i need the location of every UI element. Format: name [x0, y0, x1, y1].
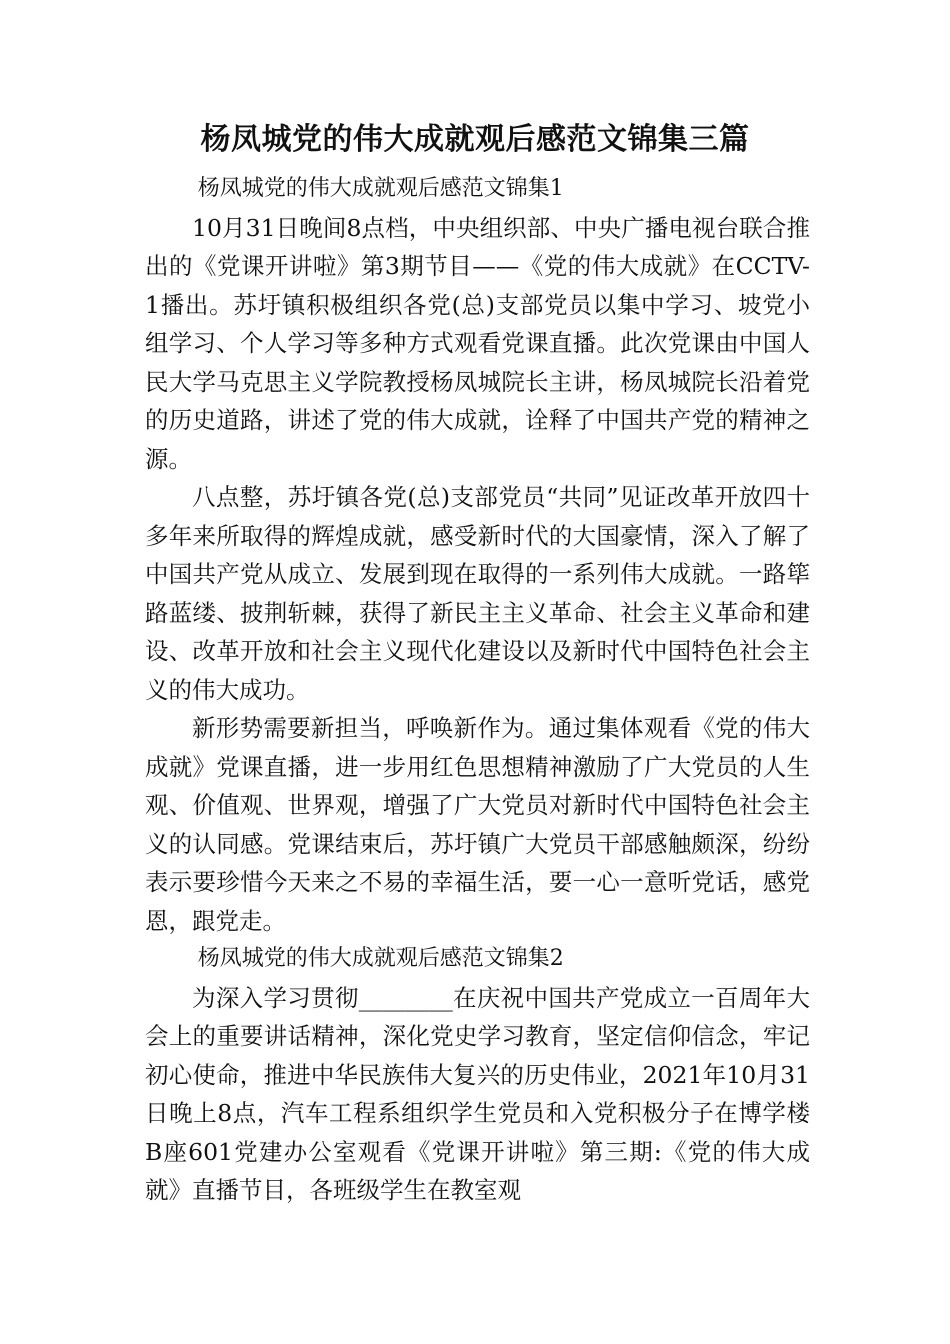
paragraph: 为深入学习贯彻________在庆祝中国共产党成立一百周年大会上的重要讲话精神，深化党史学习教育，坚定信仰信念，牢记初心使命，推进中华民族伟大复兴的历史伟业，2021年10月31日晚上8点，汽车工程系组织学生党员和入党积极分子在博学楼B座601党建办公室观看《党课开讲啦》第三期:《党的伟大成就》直播节目，各班级学生在教室观	[145, 983, 810, 1204]
document-body	[145, 170, 810, 1210]
section-heading-2: 杨凤城党的伟大成就观后感范文锦集2	[197, 946, 564, 971]
section-heading-1: 杨凤城党的伟大成就观后感范文锦集1	[197, 176, 564, 201]
paragraph: 新形势需要新担当，呼唤新作为。通过集体观看《党的伟大成就》党课直播，进一步用红色思想精神激励了广大党员的人生观、价值观、世界观，增强了广大党员对新时代中国特色社会主义的认同感。党课结束后，苏圩镇广大党员干部感触颇深，纷纷表示要珍惜今天来之不易的幸福生活，要一心一意听党话，感党恩，跟党走。	[145, 714, 810, 935]
paragraph: 八点整，苏圩镇各党(总)支部党员“共同”见证改革开放四十多年来所取得的辉煌成就，感受新时代的大国豪情，深入了解了中国共产党从成立、发展到现在取得的一系列伟大成就。一路筚路蓝缕、披荆斩棘，获得了新民主主义革命、社会主义革命和建设、改革开放和社会主义现代化建设以及新时代中国特色社会主义的伟大成功。	[145, 483, 810, 704]
paragraph: 10月31日晚间8点档，中央组织部、中央广播电视台联合推出的《党课开讲啦》第3期节目——《党的伟大成就》在CCTV-1播出。苏圩镇积极组织各党(总)支部党员以集中学习、坡党小组学习、个人学习等多种方式观看党课直播。此次党课由中国人民大学马克思主义学院教授杨凤城院长主讲，杨凤城院长沿着党的历史道路，讲述了党的伟大成就，诠释了中国共产党的精神之源。	[145, 213, 810, 473]
document-title: 杨凤城党的伟大成就观后感范文锦集三篇	[200, 122, 750, 157]
